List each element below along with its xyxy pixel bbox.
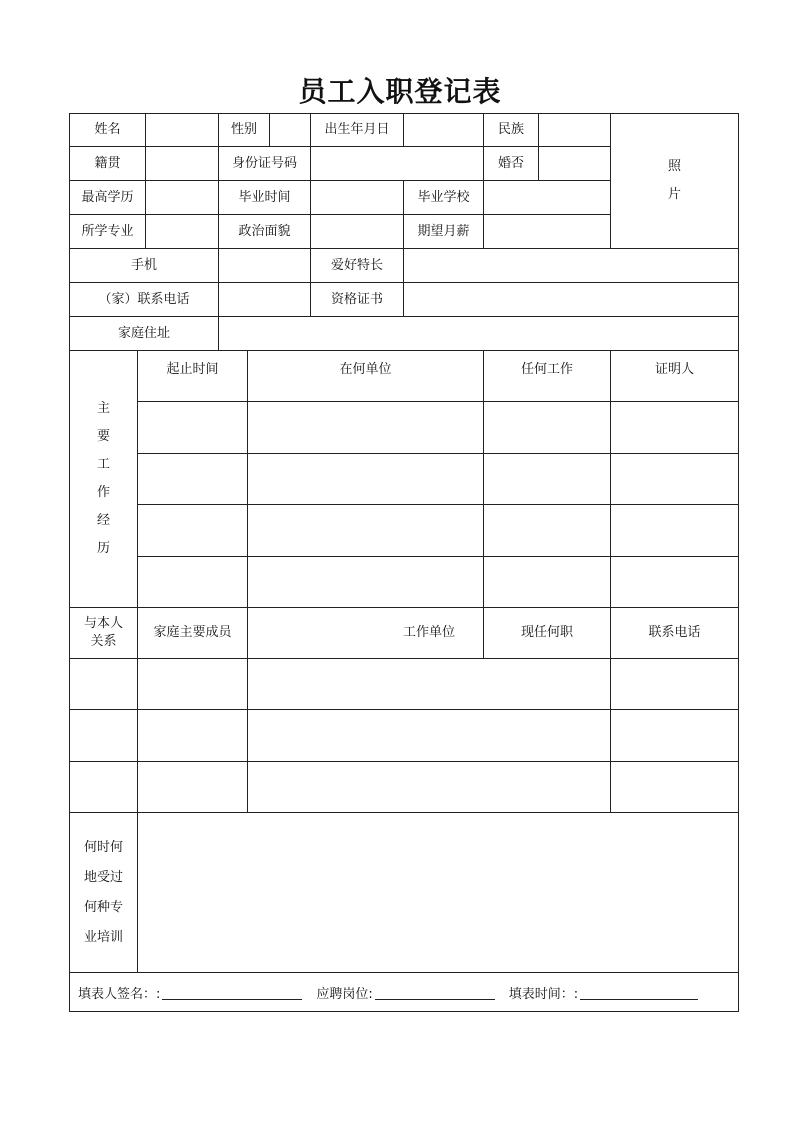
work-cell[interactable]	[137, 453, 248, 505]
family-cell[interactable]	[610, 658, 739, 710]
field-ethnicity[interactable]	[538, 113, 611, 147]
family-header-member: 家庭主要成员	[137, 607, 248, 659]
field-certificates[interactable]	[403, 282, 739, 317]
field-salary[interactable]	[483, 214, 611, 249]
family-header-position: 现任何职	[483, 607, 611, 659]
date-label: 填表时间：:	[508, 986, 579, 1002]
field-hobbies[interactable]	[403, 248, 739, 283]
family-header-phone: 联系电话	[610, 607, 739, 659]
photo-label: 照 片	[667, 159, 681, 202]
family-cell[interactable]	[247, 709, 611, 762]
work-cell[interactable]	[610, 504, 739, 557]
field-address[interactable]	[218, 316, 739, 351]
work-header-company: 在何单位	[247, 350, 484, 402]
family-header-company: 工作单位	[247, 607, 611, 659]
field-native-place[interactable]	[145, 146, 219, 181]
work-cell[interactable]	[483, 556, 611, 608]
form-footer	[69, 972, 739, 1012]
label-political: 政治面貌	[218, 214, 311, 249]
training-label: 何时何 地受过 何种专 业培训	[69, 812, 138, 973]
signature-label: 填表人签名：:	[78, 986, 161, 1002]
label-school: 毕业学校	[403, 180, 484, 215]
label-education: 最高学历	[69, 180, 146, 215]
work-header-reference: 证明人	[610, 350, 739, 402]
field-school[interactable]	[483, 180, 611, 215]
family-cell[interactable]	[137, 761, 248, 813]
label-native-place: 籍贯	[69, 146, 146, 181]
label-address: 家庭住址	[69, 316, 219, 351]
label-ethnicity: 民族	[483, 113, 539, 147]
work-cell[interactable]	[610, 453, 739, 505]
signature-line[interactable]	[162, 985, 302, 1000]
family-cell[interactable]	[69, 658, 138, 710]
label-certificates: 资格证书	[310, 282, 404, 317]
label-id-number: 身份证号码	[218, 146, 311, 181]
work-cell[interactable]	[137, 556, 248, 608]
field-home-phone[interactable]	[218, 282, 311, 317]
family-relation-header: 与本人 关系	[69, 607, 138, 659]
family-cell[interactable]	[137, 658, 248, 710]
field-marital[interactable]	[538, 146, 611, 181]
work-cell[interactable]	[610, 401, 739, 454]
work-header-job: 任何工作	[483, 350, 611, 402]
field-mobile[interactable]	[218, 248, 311, 283]
position-line[interactable]	[375, 985, 495, 1000]
label-hobbies: 爱好特长	[310, 248, 404, 283]
work-cell[interactable]	[247, 504, 484, 557]
family-cell[interactable]	[610, 761, 739, 813]
work-cell[interactable]	[137, 504, 248, 557]
work-cell[interactable]	[483, 401, 611, 454]
field-gender[interactable]	[269, 113, 311, 147]
work-cell[interactable]	[483, 504, 611, 557]
label-major: 所学专业	[69, 214, 146, 249]
field-id-number[interactable]	[310, 146, 484, 181]
field-grad-time[interactable]	[310, 180, 404, 215]
work-cell[interactable]	[483, 453, 611, 505]
work-cell[interactable]	[137, 401, 248, 454]
work-cell[interactable]	[247, 453, 484, 505]
field-education[interactable]	[145, 180, 219, 215]
date-line[interactable]	[580, 985, 698, 1000]
label-grad-time: 毕业时间	[218, 180, 311, 215]
label-marital: 婚否	[483, 146, 539, 181]
work-cell[interactable]	[247, 401, 484, 454]
family-cell[interactable]	[247, 761, 611, 813]
work-cell[interactable]	[610, 556, 739, 608]
position-label: 应聘岗位:	[316, 986, 373, 1002]
label-gender: 性别	[218, 113, 270, 147]
field-political[interactable]	[310, 214, 404, 249]
work-header-period: 起止时间	[137, 350, 248, 402]
family-cell[interactable]	[69, 709, 138, 762]
label-birth: 出生年月日	[310, 113, 404, 147]
field-birth[interactable]	[403, 113, 484, 147]
training-field[interactable]	[137, 812, 739, 973]
label-home-phone: （家）联系电话	[69, 282, 219, 317]
family-cell[interactable]	[247, 658, 611, 710]
family-cell[interactable]	[69, 761, 138, 813]
photo-box[interactable]	[610, 113, 739, 249]
family-cell[interactable]	[610, 709, 739, 762]
work-cell[interactable]	[247, 556, 484, 608]
work-section-label: 主 要 工 作 经 历	[69, 350, 138, 608]
form-title: 员工入职登记表	[298, 75, 502, 108]
label-name: 姓名	[69, 113, 146, 147]
family-cell[interactable]	[137, 709, 248, 762]
field-name[interactable]	[145, 113, 219, 147]
label-mobile: 手机	[69, 248, 219, 283]
label-salary: 期望月薪	[403, 214, 484, 249]
field-major[interactable]	[145, 214, 219, 249]
